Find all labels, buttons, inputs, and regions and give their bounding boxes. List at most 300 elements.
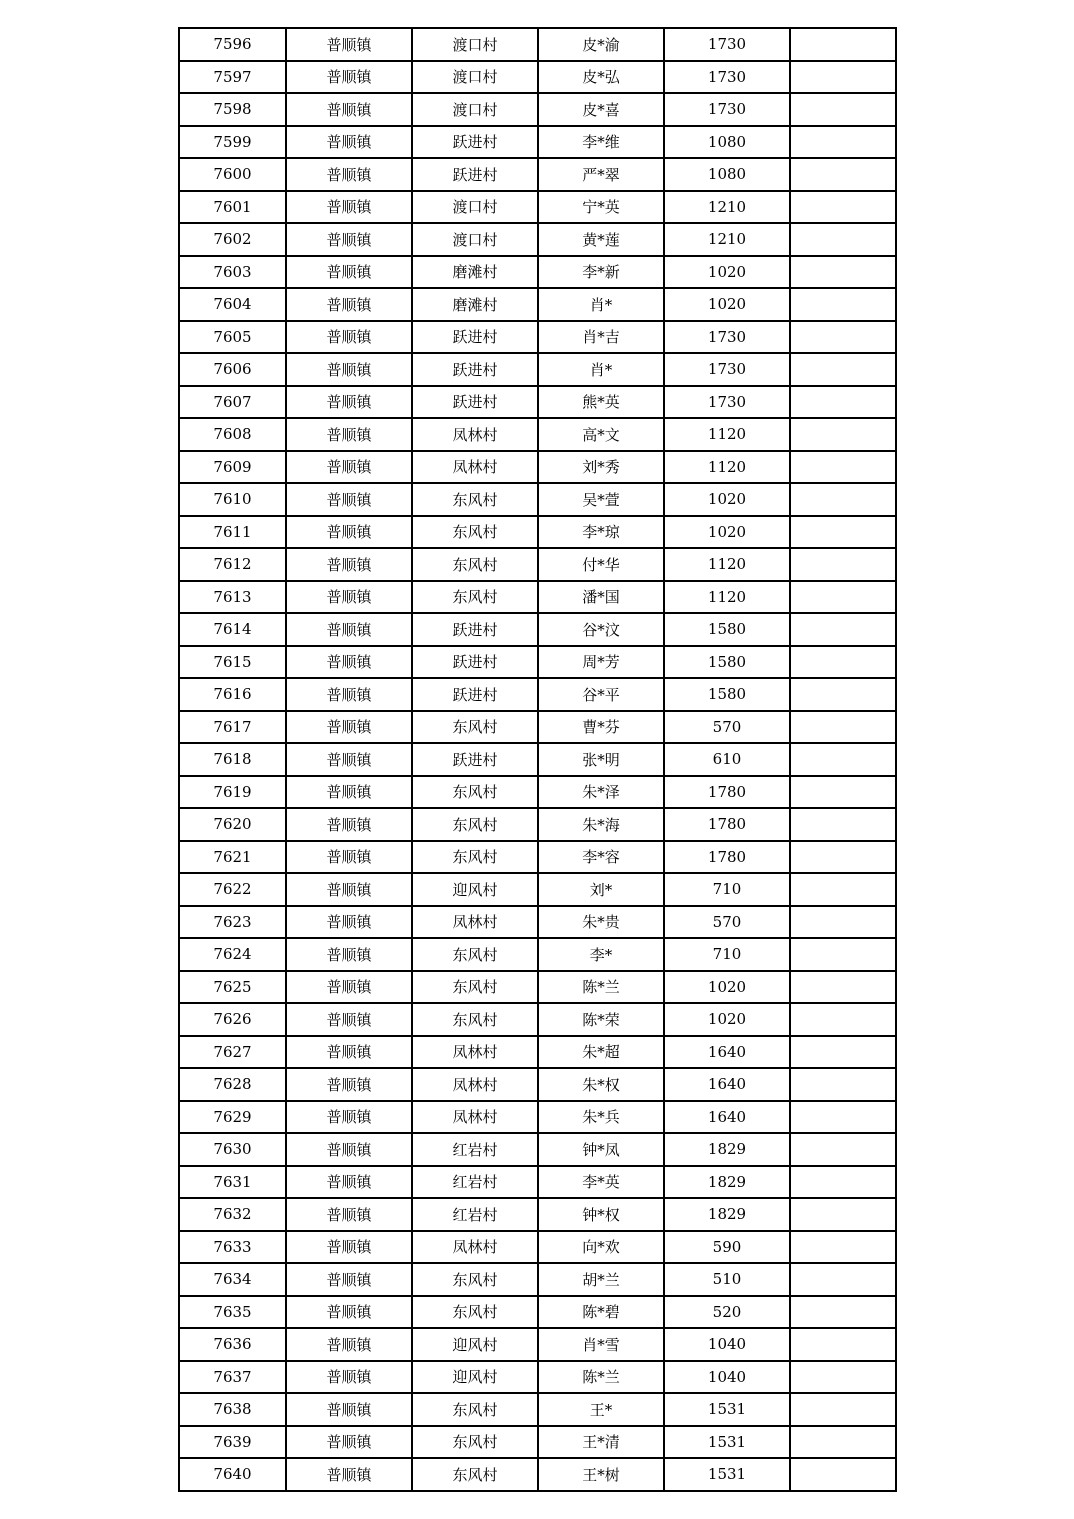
serial-number-cell: 7614 xyxy=(179,613,286,646)
township-cell: 普顺镇 xyxy=(286,971,412,1004)
table-row xyxy=(179,386,896,419)
amount-cell: 1640 xyxy=(664,1068,790,1101)
amount-cell: 510 xyxy=(664,1263,790,1296)
table-row xyxy=(179,353,896,386)
township-cell: 普顺镇 xyxy=(286,1328,412,1361)
remarks-cell xyxy=(790,1231,896,1264)
serial-number-cell: 7606 xyxy=(179,353,286,386)
remarks-cell xyxy=(790,61,896,94)
name-cell: 钟*权 xyxy=(538,1198,664,1231)
table-row xyxy=(179,93,896,126)
remarks-cell xyxy=(790,808,896,841)
remarks-cell xyxy=(790,353,896,386)
village-cell: 东风村 xyxy=(412,711,538,744)
remarks-cell xyxy=(790,581,896,614)
serial-number-cell: 7620 xyxy=(179,808,286,841)
table-row xyxy=(179,841,896,874)
amount-cell: 610 xyxy=(664,743,790,776)
table-row xyxy=(179,223,896,256)
amount-cell: 1120 xyxy=(664,451,790,484)
village-cell: 东风村 xyxy=(412,841,538,874)
name-cell: 李*维 xyxy=(538,126,664,159)
village-cell: 红岩村 xyxy=(412,1198,538,1231)
table-row xyxy=(179,1036,896,1069)
name-cell: 付*华 xyxy=(538,548,664,581)
serial-number-cell: 7613 xyxy=(179,581,286,614)
township-cell: 普顺镇 xyxy=(286,873,412,906)
serial-number-cell: 7610 xyxy=(179,483,286,516)
village-cell: 东风村 xyxy=(412,483,538,516)
township-cell: 普顺镇 xyxy=(286,711,412,744)
serial-number-cell: 7599 xyxy=(179,126,286,159)
name-cell: 胡*兰 xyxy=(538,1263,664,1296)
serial-number-cell: 7615 xyxy=(179,646,286,679)
serial-number-cell: 7624 xyxy=(179,938,286,971)
township-cell: 普顺镇 xyxy=(286,191,412,224)
township-cell: 普顺镇 xyxy=(286,288,412,321)
village-cell: 跃进村 xyxy=(412,158,538,191)
village-cell: 迎风村 xyxy=(412,873,538,906)
village-cell: 跃进村 xyxy=(412,678,538,711)
name-cell: 陈*兰 xyxy=(538,1361,664,1394)
village-cell: 凤林村 xyxy=(412,451,538,484)
remarks-cell xyxy=(790,1036,896,1069)
township-cell: 普顺镇 xyxy=(286,418,412,451)
serial-number-cell: 7631 xyxy=(179,1166,286,1199)
name-cell: 高*文 xyxy=(538,418,664,451)
village-cell: 跃进村 xyxy=(412,613,538,646)
village-cell: 渡口村 xyxy=(412,191,538,224)
village-cell: 凤林村 xyxy=(412,1231,538,1264)
village-cell: 红岩村 xyxy=(412,1166,538,1199)
remarks-cell xyxy=(790,191,896,224)
amount-cell: 1780 xyxy=(664,841,790,874)
village-cell: 渡口村 xyxy=(412,223,538,256)
amount-cell: 710 xyxy=(664,873,790,906)
village-cell: 东风村 xyxy=(412,1263,538,1296)
village-cell: 磨滩村 xyxy=(412,288,538,321)
village-cell: 凤林村 xyxy=(412,1068,538,1101)
township-cell: 普顺镇 xyxy=(286,386,412,419)
serial-number-cell: 7618 xyxy=(179,743,286,776)
remarks-cell xyxy=(790,126,896,159)
amount-cell: 1210 xyxy=(664,191,790,224)
table-row xyxy=(179,873,896,906)
township-cell: 普顺镇 xyxy=(286,743,412,776)
table-row xyxy=(179,906,896,939)
table-row xyxy=(179,678,896,711)
amount-cell: 590 xyxy=(664,1231,790,1264)
serial-number-cell: 7601 xyxy=(179,191,286,224)
village-cell: 东风村 xyxy=(412,1393,538,1426)
name-cell: 陈*碧 xyxy=(538,1296,664,1329)
township-cell: 普顺镇 xyxy=(286,516,412,549)
serial-number-cell: 7630 xyxy=(179,1133,286,1166)
serial-number-cell: 7604 xyxy=(179,288,286,321)
amount-cell: 1020 xyxy=(664,483,790,516)
table-row xyxy=(179,1426,896,1459)
serial-number-cell: 7632 xyxy=(179,1198,286,1231)
name-cell: 肖* xyxy=(538,288,664,321)
table-row xyxy=(179,288,896,321)
name-cell: 李* xyxy=(538,938,664,971)
table-row xyxy=(179,613,896,646)
village-cell: 东风村 xyxy=(412,938,538,971)
name-cell: 潘*国 xyxy=(538,581,664,614)
table-row xyxy=(179,256,896,289)
name-cell: 王* xyxy=(538,1393,664,1426)
name-cell: 谷*汶 xyxy=(538,613,664,646)
serial-number-cell: 7617 xyxy=(179,711,286,744)
amount-cell: 1829 xyxy=(664,1166,790,1199)
township-cell: 普顺镇 xyxy=(286,1393,412,1426)
remarks-cell xyxy=(790,938,896,971)
serial-number-cell: 7623 xyxy=(179,906,286,939)
amount-cell: 1020 xyxy=(664,516,790,549)
name-cell: 吴*萱 xyxy=(538,483,664,516)
village-cell: 跃进村 xyxy=(412,386,538,419)
township-cell: 普顺镇 xyxy=(286,1068,412,1101)
remarks-cell xyxy=(790,1003,896,1036)
amount-cell: 1020 xyxy=(664,256,790,289)
township-cell: 普顺镇 xyxy=(286,1263,412,1296)
remarks-cell xyxy=(790,646,896,679)
serial-number-cell: 7600 xyxy=(179,158,286,191)
township-cell: 普顺镇 xyxy=(286,483,412,516)
township-cell: 普顺镇 xyxy=(286,678,412,711)
amount-cell: 1580 xyxy=(664,613,790,646)
township-cell: 普顺镇 xyxy=(286,548,412,581)
remarks-cell xyxy=(790,1296,896,1329)
amount-cell: 1730 xyxy=(664,93,790,126)
name-cell: 肖*吉 xyxy=(538,321,664,354)
village-cell: 跃进村 xyxy=(412,126,538,159)
name-cell: 陈*兰 xyxy=(538,971,664,1004)
name-cell: 钟*凤 xyxy=(538,1133,664,1166)
township-cell: 普顺镇 xyxy=(286,808,412,841)
remarks-cell xyxy=(790,418,896,451)
remarks-cell xyxy=(790,1101,896,1134)
township-cell: 普顺镇 xyxy=(286,1166,412,1199)
table-row xyxy=(179,1361,896,1394)
record-table-body xyxy=(179,28,896,1491)
table-row xyxy=(179,483,896,516)
village-cell: 凤林村 xyxy=(412,1036,538,1069)
township-cell: 普顺镇 xyxy=(286,1036,412,1069)
remarks-cell xyxy=(790,678,896,711)
village-cell: 跃进村 xyxy=(412,743,538,776)
serial-number-cell: 7598 xyxy=(179,93,286,126)
name-cell: 李*容 xyxy=(538,841,664,874)
table-row xyxy=(179,1133,896,1166)
name-cell: 朱*超 xyxy=(538,1036,664,1069)
serial-number-cell: 7611 xyxy=(179,516,286,549)
amount-cell: 1640 xyxy=(664,1101,790,1134)
table-row xyxy=(179,321,896,354)
amount-cell: 1640 xyxy=(664,1036,790,1069)
township-cell: 普顺镇 xyxy=(286,1133,412,1166)
table-row xyxy=(179,28,896,61)
serial-number-cell: 7597 xyxy=(179,61,286,94)
name-cell: 皮*弘 xyxy=(538,61,664,94)
table-row xyxy=(179,158,896,191)
name-cell: 宁*英 xyxy=(538,191,664,224)
name-cell: 曹*芬 xyxy=(538,711,664,744)
amount-cell: 1531 xyxy=(664,1393,790,1426)
amount-cell: 1531 xyxy=(664,1426,790,1459)
serial-number-cell: 7607 xyxy=(179,386,286,419)
serial-number-cell: 7612 xyxy=(179,548,286,581)
serial-number-cell: 7625 xyxy=(179,971,286,1004)
remarks-cell xyxy=(790,321,896,354)
remarks-cell xyxy=(790,841,896,874)
table-row xyxy=(179,1003,896,1036)
name-cell: 朱*兵 xyxy=(538,1101,664,1134)
table-row xyxy=(179,1328,896,1361)
village-cell: 东风村 xyxy=(412,1296,538,1329)
name-cell: 向*欢 xyxy=(538,1231,664,1264)
village-cell: 跃进村 xyxy=(412,353,538,386)
amount-cell: 1580 xyxy=(664,646,790,679)
name-cell: 王*清 xyxy=(538,1426,664,1459)
village-cell: 凤林村 xyxy=(412,1101,538,1134)
remarks-cell xyxy=(790,516,896,549)
name-cell: 朱*贵 xyxy=(538,906,664,939)
township-cell: 普顺镇 xyxy=(286,61,412,94)
township-cell: 普顺镇 xyxy=(286,1426,412,1459)
remarks-cell xyxy=(790,971,896,1004)
township-cell: 普顺镇 xyxy=(286,1296,412,1329)
table-row xyxy=(179,1068,896,1101)
remarks-cell xyxy=(790,1198,896,1231)
amount-cell: 520 xyxy=(664,1296,790,1329)
remarks-cell xyxy=(790,776,896,809)
name-cell: 皮*喜 xyxy=(538,93,664,126)
village-cell: 东风村 xyxy=(412,581,538,614)
amount-cell: 1730 xyxy=(664,386,790,419)
amount-cell: 1531 xyxy=(664,1458,790,1491)
township-cell: 普顺镇 xyxy=(286,93,412,126)
name-cell: 李*新 xyxy=(538,256,664,289)
remarks-cell xyxy=(790,1166,896,1199)
amount-cell: 1020 xyxy=(664,1003,790,1036)
amount-cell: 1080 xyxy=(664,126,790,159)
record-table-container xyxy=(178,27,895,1492)
amount-cell: 1730 xyxy=(664,353,790,386)
table-row xyxy=(179,581,896,614)
amount-cell: 1730 xyxy=(664,61,790,94)
remarks-cell xyxy=(790,223,896,256)
amount-cell: 1120 xyxy=(664,581,790,614)
serial-number-cell: 7622 xyxy=(179,873,286,906)
serial-number-cell: 7633 xyxy=(179,1231,286,1264)
amount-cell: 1120 xyxy=(664,418,790,451)
village-cell: 迎风村 xyxy=(412,1328,538,1361)
table-row xyxy=(179,1101,896,1134)
township-cell: 普顺镇 xyxy=(286,1361,412,1394)
remarks-cell xyxy=(790,1361,896,1394)
village-cell: 迎风村 xyxy=(412,1361,538,1394)
table-row xyxy=(179,743,896,776)
name-cell: 肖* xyxy=(538,353,664,386)
table-row xyxy=(179,418,896,451)
remarks-cell xyxy=(790,93,896,126)
remarks-cell xyxy=(790,1393,896,1426)
serial-number-cell: 7639 xyxy=(179,1426,286,1459)
serial-number-cell: 7621 xyxy=(179,841,286,874)
amount-cell: 1730 xyxy=(664,28,790,61)
serial-number-cell: 7640 xyxy=(179,1458,286,1491)
table-row xyxy=(179,451,896,484)
amount-cell: 1580 xyxy=(664,678,790,711)
serial-number-cell: 7628 xyxy=(179,1068,286,1101)
amount-cell: 1020 xyxy=(664,971,790,1004)
table-row xyxy=(179,1166,896,1199)
table-row xyxy=(179,808,896,841)
amount-cell: 1780 xyxy=(664,808,790,841)
remarks-cell xyxy=(790,288,896,321)
village-cell: 东风村 xyxy=(412,971,538,1004)
name-cell: 严*翠 xyxy=(538,158,664,191)
name-cell: 谷*平 xyxy=(538,678,664,711)
amount-cell: 1829 xyxy=(664,1133,790,1166)
township-cell: 普顺镇 xyxy=(286,1101,412,1134)
table-row xyxy=(179,1198,896,1231)
name-cell: 李*琼 xyxy=(538,516,664,549)
village-cell: 跃进村 xyxy=(412,646,538,679)
township-cell: 普顺镇 xyxy=(286,321,412,354)
amount-cell: 1829 xyxy=(664,1198,790,1231)
table-row xyxy=(179,1296,896,1329)
village-cell: 东风村 xyxy=(412,1426,538,1459)
township-cell: 普顺镇 xyxy=(286,158,412,191)
township-cell: 普顺镇 xyxy=(286,581,412,614)
remarks-cell xyxy=(790,28,896,61)
name-cell: 周*芳 xyxy=(538,646,664,679)
township-cell: 普顺镇 xyxy=(286,646,412,679)
table-row xyxy=(179,1393,896,1426)
village-cell: 磨滩村 xyxy=(412,256,538,289)
village-cell: 东风村 xyxy=(412,776,538,809)
name-cell: 陈*荣 xyxy=(538,1003,664,1036)
name-cell: 熊*英 xyxy=(538,386,664,419)
table-row xyxy=(179,776,896,809)
township-cell: 普顺镇 xyxy=(286,256,412,289)
township-cell: 普顺镇 xyxy=(286,1458,412,1491)
serial-number-cell: 7605 xyxy=(179,321,286,354)
amount-cell: 1020 xyxy=(664,288,790,321)
amount-cell: 1120 xyxy=(664,548,790,581)
village-cell: 红岩村 xyxy=(412,1133,538,1166)
amount-cell: 1780 xyxy=(664,776,790,809)
table-row xyxy=(179,646,896,679)
township-cell: 普顺镇 xyxy=(286,613,412,646)
amount-cell: 710 xyxy=(664,938,790,971)
serial-number-cell: 7596 xyxy=(179,28,286,61)
remarks-cell xyxy=(790,548,896,581)
township-cell: 普顺镇 xyxy=(286,841,412,874)
remarks-cell xyxy=(790,1328,896,1361)
name-cell: 肖*雪 xyxy=(538,1328,664,1361)
name-cell: 王*树 xyxy=(538,1458,664,1491)
amount-cell: 570 xyxy=(664,711,790,744)
name-cell: 张*明 xyxy=(538,743,664,776)
serial-number-cell: 7608 xyxy=(179,418,286,451)
township-cell: 普顺镇 xyxy=(286,1003,412,1036)
remarks-cell xyxy=(790,906,896,939)
remarks-cell xyxy=(790,158,896,191)
serial-number-cell: 7637 xyxy=(179,1361,286,1394)
village-cell: 渡口村 xyxy=(412,61,538,94)
township-cell: 普顺镇 xyxy=(286,451,412,484)
remarks-cell xyxy=(790,743,896,776)
remarks-cell xyxy=(790,1068,896,1101)
village-cell: 渡口村 xyxy=(412,93,538,126)
amount-cell: 1080 xyxy=(664,158,790,191)
township-cell: 普顺镇 xyxy=(286,223,412,256)
township-cell: 普顺镇 xyxy=(286,1231,412,1264)
table-row xyxy=(179,1231,896,1264)
table-row xyxy=(179,191,896,224)
serial-number-cell: 7616 xyxy=(179,678,286,711)
name-cell: 刘* xyxy=(538,873,664,906)
remarks-cell xyxy=(790,386,896,419)
serial-number-cell: 7626 xyxy=(179,1003,286,1036)
village-cell: 东风村 xyxy=(412,808,538,841)
village-cell: 东风村 xyxy=(412,1003,538,1036)
table-row xyxy=(179,1263,896,1296)
remarks-cell xyxy=(790,1133,896,1166)
amount-cell: 1040 xyxy=(664,1328,790,1361)
table-row xyxy=(179,126,896,159)
township-cell: 普顺镇 xyxy=(286,28,412,61)
remarks-cell xyxy=(790,873,896,906)
township-cell: 普顺镇 xyxy=(286,776,412,809)
township-cell: 普顺镇 xyxy=(286,126,412,159)
name-cell: 刘*秀 xyxy=(538,451,664,484)
serial-number-cell: 7634 xyxy=(179,1263,286,1296)
name-cell: 皮*渝 xyxy=(538,28,664,61)
remarks-cell xyxy=(790,256,896,289)
remarks-cell xyxy=(790,483,896,516)
table-row xyxy=(179,548,896,581)
remarks-cell xyxy=(790,1458,896,1491)
table-row xyxy=(179,938,896,971)
table-row xyxy=(179,61,896,94)
serial-number-cell: 7619 xyxy=(179,776,286,809)
serial-number-cell: 7609 xyxy=(179,451,286,484)
table-row xyxy=(179,971,896,1004)
table-row xyxy=(179,516,896,549)
village-cell: 东风村 xyxy=(412,548,538,581)
record-table xyxy=(178,27,897,1492)
serial-number-cell: 7629 xyxy=(179,1101,286,1134)
serial-number-cell: 7635 xyxy=(179,1296,286,1329)
township-cell: 普顺镇 xyxy=(286,1198,412,1231)
name-cell: 朱*泽 xyxy=(538,776,664,809)
name-cell: 李*英 xyxy=(538,1166,664,1199)
table-row xyxy=(179,711,896,744)
township-cell: 普顺镇 xyxy=(286,938,412,971)
amount-cell: 1730 xyxy=(664,321,790,354)
village-cell: 跃进村 xyxy=(412,321,538,354)
serial-number-cell: 7636 xyxy=(179,1328,286,1361)
remarks-cell xyxy=(790,1426,896,1459)
amount-cell: 1040 xyxy=(664,1361,790,1394)
village-cell: 东风村 xyxy=(412,1458,538,1491)
remarks-cell xyxy=(790,451,896,484)
remarks-cell xyxy=(790,1263,896,1296)
